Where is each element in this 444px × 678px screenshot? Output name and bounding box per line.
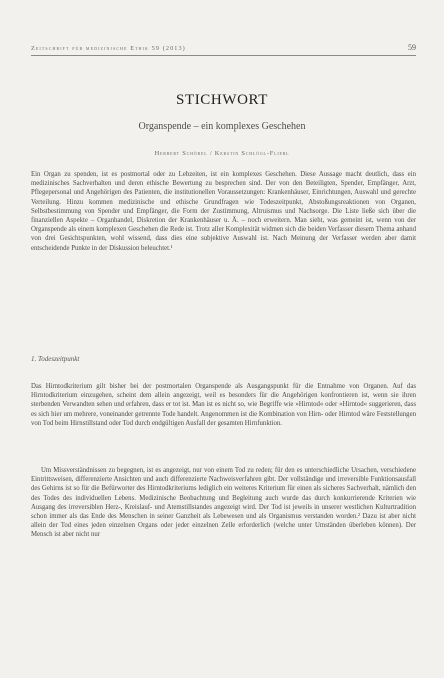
- header-rule: [31, 55, 416, 56]
- article-title: Organspende – ein komplexes Geschehen: [138, 121, 306, 132]
- article-authors: Herbert Schöbel / Kerstin Schlögl-Flierl: [154, 150, 290, 157]
- body-paragraph: Um Missverständnissen zu begegnen, ist es angezeigt, nur von einem Tod zu reden; für den es unterschiedliche Ursachen, verschiedene Eintrittsweisen, differenzierte Ansichten und auch differenzierte Nachweisverfahren gibt. Der vollständige und irreversible Funktionsausfall des Gehirns ist so für die Befürworter des Hirntodkriteriums lediglich ein weiteres Kriterium für einen als sicheres Sachverhalt, nämlich den des Todes des individuellen Lebens. Medizinische Beobachtung und Begleitung auch wurde das durch konkurrierende Kriterien wie Ausgang des irreversiblen Herz-, Kreislauf- und Atemstillstandes angezeigt wird. Der Tod ist jeweils in unserer westlichen Kulturtradition schon immer als das Ende des Menschen in seiner Ganzheit als Lebewesen und als Organismus verstanden worden.² Dazu ist aber nicht allein der Tod eines jeden einzelnen Organs oder jeder einzelnen Zelle erforderlich (welche unter Umständen überleben können). Der Mensch ist aber nicht nur: [31, 467, 416, 539]
- running-head: Zeitschrift für medizinische Ethik 59 (2013): [31, 45, 186, 52]
- section-title: STICHWORT: [176, 92, 268, 108]
- section-heading: 1. Todeszeitpunkt: [31, 355, 80, 363]
- body-paragraph: Das Hirntodkriterium gilt bisher bei der postmortalen Organspende als Ausgangspunkt für die Entnahme von Organen. Auf das Hirntodkriterium einzugehen, scheint dem allein angezeigt, weil es besonders für die Angehörigen konfrontieren ist, wenn sie ihren sterbenden Verwandten sehen und erfahren, dass er tot ist. Man ist es nicht so, wie Begriffe wie »Hirntod« oder »Hirntod« suggerieren, dass es sich hier um mehrere, voneinander getrennte Tode handelt. Angenommen ist die Kombination von Hirn- oder Hirntod wäre Feststellungen von Tod beim Hirnstillstand oder Tod durch endgültigen Ausfall der gesamten Hirnfunktion.: [31, 383, 416, 427]
- page-number: 59: [408, 43, 416, 52]
- intro-paragraph: Ein Organ zu spenden, ist es postmortal oder zu Lebzeiten, ist ein komplexes Geschehen. Diese Aussage macht deutlich, dass ein medizinisches Sachverhalten und deren ethische Bewertung zu besprechen sind. Der von den Beteiligten, Spender, Empfänger, Arzt, Pflegepersonal und Angehörigen des Patienten, die institutionellen Voraussetzungen: Krankenhäuser, Einrichtungen, Auswahl und gerechte Verteilung. Hinzu kommen medizinische und ethische Grundfragen wie Todeszeitpunkt, Abstoßungsreaktionen von Organen, Selbstbestimmung von Spender und Empfänger, die Form der Zustimmung, Altruismus und Nachsorge. Die Liste ließe sich über die finanziellen Aspekte – Organhandel, Diskretion der Krankenhäuser u. Ä. – noch erweitern. Man sieht, was gemeint ist, wenn von der Organspende als einem komplexen Geschehen die Rede ist. Trotz aller Komplexität widmen sich die beiden Verfasser diesem Thema anhand von drei Gesichtspunkten, wohl wissend, dass dies eine subjektive Auswahl ist. Nach Meinung der Verfasser werden aber damit entscheidende Punkte in der Diskussion beleuchtet.¹: [31, 171, 416, 252]
